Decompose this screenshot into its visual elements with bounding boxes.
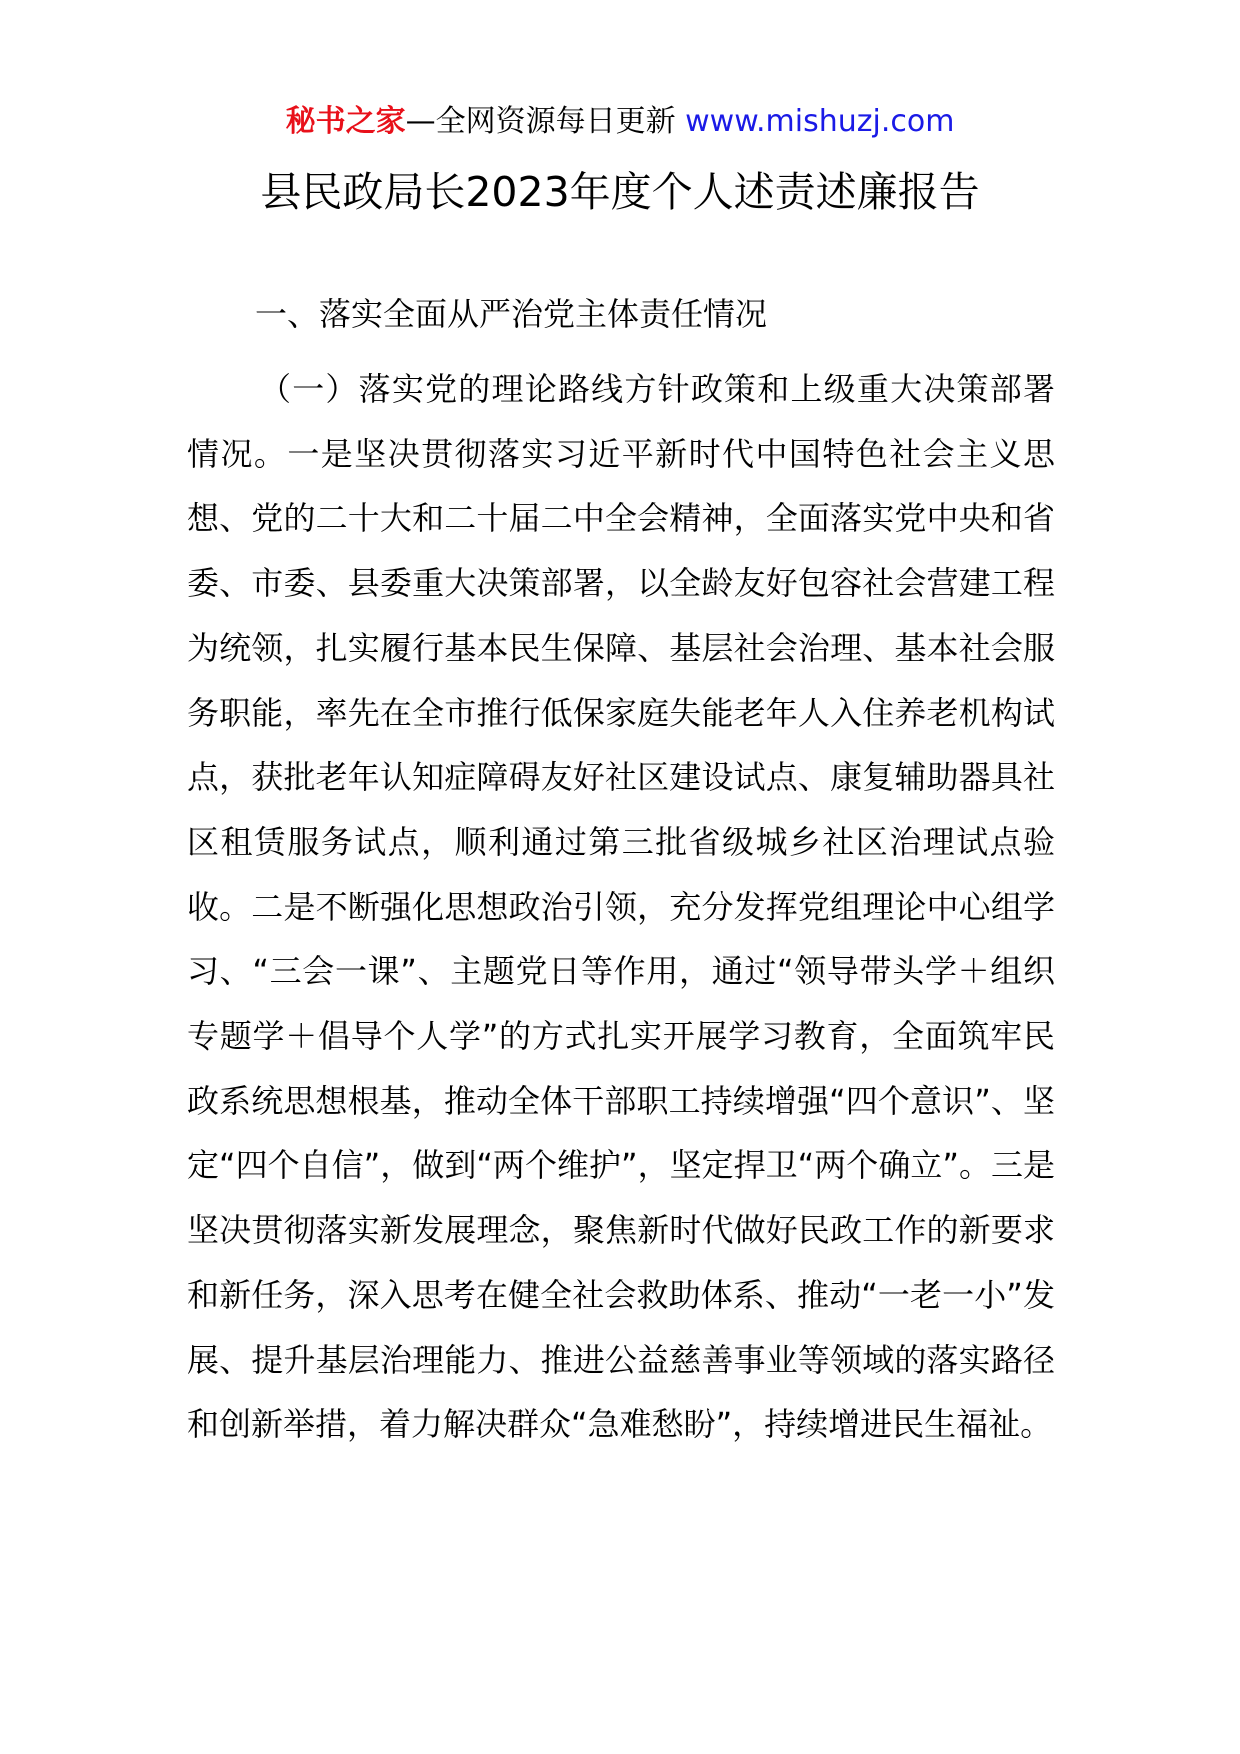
brand-name: 秘书之家 <box>285 104 406 139</box>
website-url: www.mishuzj.com <box>685 104 955 139</box>
section-heading: 一、落实全面从严治党主体责任情况 <box>255 295 768 333</box>
banner-tagline: —全网资源每日更新 <box>405 104 676 139</box>
document-body <box>187 294 1055 1457</box>
body-paragraph: （一）落实党的理论路线方针政策和上级重大决策部署情况。一是坚决贯彻落实习近平新时代中国特色社会主义思想、党的二十大和二十届二中全会精神，全面落实党中央和省委、市委、县委重大决策部署，以全龄友好包容社会营建工程为统领，扎实履行基本民生保障、基层社会治理、基本社会服务职能，率先在全市推行低保家庭失能老年人入住养老机构试点，获批老年认知症障碍友好社区建设试点、康复辅助器具社区租赁服务试点，顺利通过第三批省级城乡社区治理试点验收。二是不断强化思想政治引领，充分发挥党组理论中心组学习、“三会一课”、主题党日等作用，通过“领导带头学＋组织专题学＋倡导个人学”的方式扎实开展学习教育，全面筑牢民政系统思想根基，推动全体干部职工持续增强“四个意识”、坚定“四个自信”，做到“两个维护”，坚定捍卫“两个确立”。三是坚决贯彻落实新发展理念，聚焦新时代做好民政工作的新要求和新任务，深入思考在健全社会救助体系、推动“一老一小”发展、提升基层治理能力、推进公益慈善事业等领域的落实路径和创新举措，着力解决群众“急难愁盼”，持续增进民生福祉。 <box>187 370 1055 1444</box>
site-banner <box>0 102 1240 142</box>
document-title: 县民政局长2023年度个人述责述廉报告 <box>260 168 980 216</box>
